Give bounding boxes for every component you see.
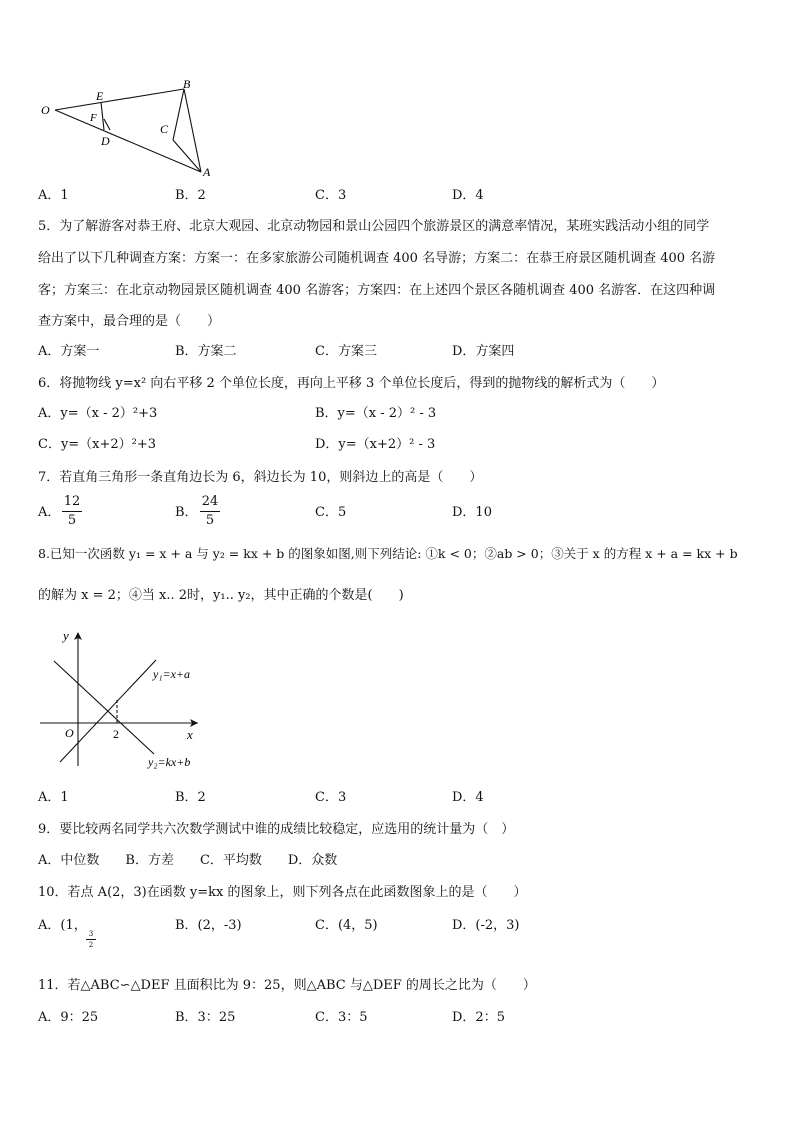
q10-option-c: C．(4，5) — [315, 918, 378, 933]
q4-option-d: D．4 — [452, 188, 484, 203]
label-O: O — [41, 103, 50, 117]
q4-option-c: C．3 — [315, 188, 347, 203]
q10-stem: 10．若点 A(2，3)在函数 y=kx 的图象上，则下列各点在此函数图象上的是（ ） — [38, 885, 527, 900]
q7-option-b-prefix: B． — [175, 505, 198, 520]
line-y2-label: y₂=kx+b — [148, 755, 191, 769]
q7-option-b-fraction — [200, 495, 220, 528]
x-axis-label: x — [187, 727, 193, 742]
q10-option-a-denominator: 2 — [88, 941, 94, 949]
q11-option-d: D．2：5 — [452, 1010, 505, 1025]
q4-option-b: B．2 — [175, 188, 206, 203]
q5-option-a: A．方案一 — [38, 344, 100, 359]
q7-stem: 7．若直角三角形一条直角边长为 6，斜边长为 10，则斜边上的高是（ ） — [38, 470, 483, 485]
q8-stem-line-1: 8.已知一次函数 y₁ = x + a 与 y₂ = kx + b 的图象如图,则下列结论: ①k < 0；②ab > 0；③关于 x 的方程 x + a = kx + b — [38, 546, 738, 561]
q7-option-c: C．5 — [315, 505, 347, 520]
q11-option-a: A．9：25 — [38, 1010, 99, 1025]
q6-option-a: A．y=（x - 2）²+3 — [38, 406, 158, 421]
tick-label-2: 2 — [113, 727, 119, 741]
q5-option-c: C．方案三 — [315, 344, 377, 359]
q11-stem: 11．若△ABC∽△DEF 且面积比为 9：25，则△ABC 与△DEF 的周长之比为（ ） — [38, 978, 536, 993]
q8-option-a: A．1 — [38, 790, 69, 805]
q8-graph — [38, 626, 218, 776]
q8-stem-line-2: 的解为 x = 2；④当 x.. 2时，y₁.. y₂，其中正确的个数是( ) — [38, 588, 404, 603]
q11-option-c: C．3：5 — [315, 1010, 368, 1025]
label-C: C — [160, 122, 169, 136]
label-D: D — [101, 134, 110, 148]
q6-option-c: C．y=（x+2）²+3 — [38, 437, 157, 452]
label-F: F — [90, 112, 97, 124]
q5-stem-line-1: 5．为了解游客对恭王府、北京大观园、北京动物园和景山公园四个旅游景区的满意率情况，某班实践活动小组的同学 — [38, 219, 710, 234]
q9-stem: 9．要比较两名同学共六次数学测试中谁的成绩比较稳定，应选用的统计量为（ ） — [38, 822, 515, 837]
q4-option-a: A．1 — [38, 188, 69, 203]
q6-option-b: B．y=（x - 2）² - 3 — [315, 406, 437, 421]
q8-option-b: B．2 — [175, 790, 206, 805]
label-A: A — [203, 165, 211, 179]
q7-option-a-fraction — [62, 495, 82, 528]
q5-option-b: B．方案二 — [175, 344, 237, 359]
q6-option-d: D．y=（x+2）² - 3 — [315, 437, 436, 452]
q7-option-a-prefix: A． — [38, 505, 61, 520]
q11-option-b: B．3：25 — [175, 1010, 236, 1025]
line-y1-label: y₁=x+a — [153, 667, 191, 681]
q10-option-a-numerator: 3 — [88, 930, 94, 938]
q7-option-a-numerator: 12 — [63, 494, 81, 509]
label-B: B — [183, 77, 191, 91]
origin-label: O — [65, 726, 74, 740]
q10-option-a: A．(1， — [38, 918, 87, 933]
q10-option-d: D．(-2，3) — [452, 918, 520, 933]
q7-option-b-numerator: 24 — [201, 494, 219, 509]
q8-option-d: D．4 — [452, 790, 484, 805]
line-y2 — [54, 661, 154, 754]
q7-option-b-denominator: 5 — [205, 513, 215, 528]
q5-stem-line-3: 客；方案三：在北京动物园景区随机调查 400 名游客；方案四：在上述四个景区各随机调查 400 名游客．在这四种调 — [38, 283, 716, 298]
q6-stem: 6．将抛物线 y=x² 向右平移 2 个单位长度，再向上平移 3 个单位长度后，得到的抛物线的解析式为（ ） — [38, 376, 665, 391]
q5-option-d: D．方案四 — [452, 344, 515, 359]
q8-option-c: C．3 — [315, 790, 347, 805]
y-axis-label: y — [63, 628, 69, 643]
q7-option-d: D．10 — [452, 505, 492, 520]
q5-stem-line-2: 给出了以下几种调查方案：方案一：在多家旅游公司随机调查 400 名导游；方案二：在恭王府景区随机调查 400 名游 — [38, 251, 716, 266]
q10-option-b: B．(2，-3) — [175, 918, 242, 933]
label-E: E — [96, 89, 104, 103]
q5-stem-line-4: 查方案中，最合理的是（ ） — [38, 314, 221, 329]
q9-options: A．中位数 B．方差 C．平均数 D．众数 — [38, 853, 338, 868]
q10-option-a-fraction — [86, 930, 96, 949]
q7-option-a-denominator: 5 — [67, 513, 77, 528]
q4-figure — [38, 74, 218, 184]
